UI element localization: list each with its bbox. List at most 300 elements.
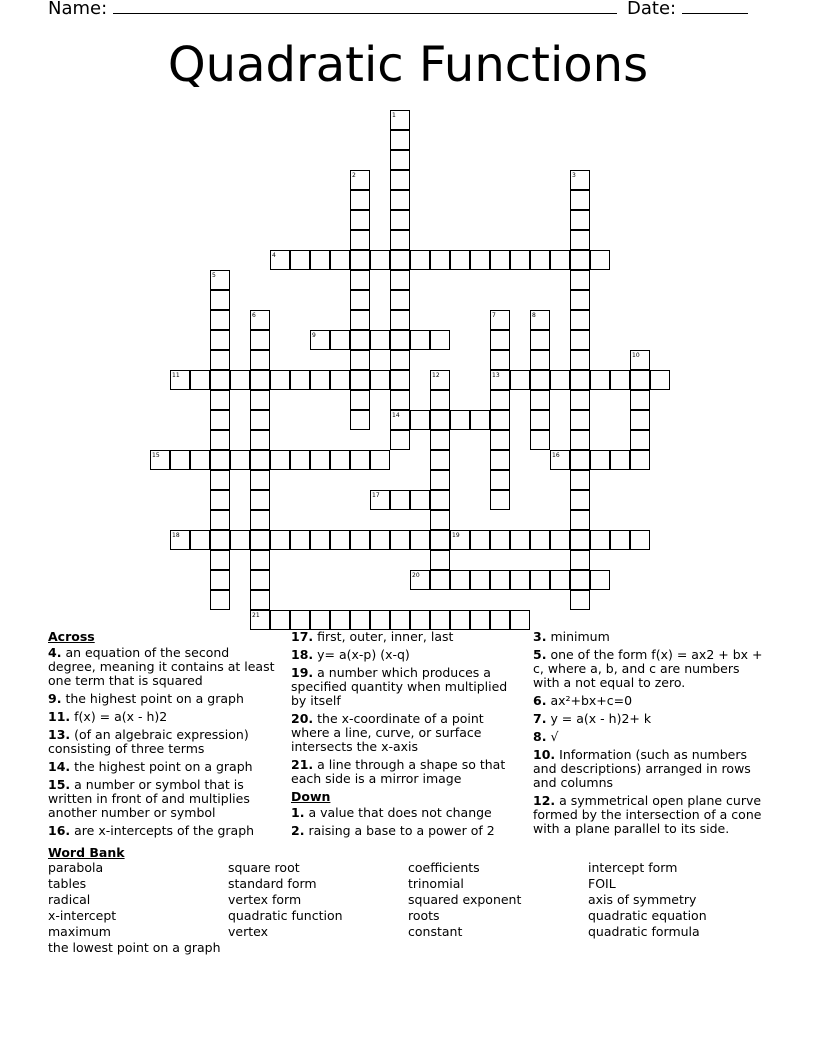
crossword-cell[interactable] (250, 610, 270, 630)
crossword-cell[interactable] (290, 610, 310, 630)
crossword-cell[interactable] (210, 330, 230, 350)
clue-text: minimum (550, 629, 610, 644)
crossword-cell[interactable] (530, 430, 550, 450)
crossword-cell[interactable] (270, 250, 290, 270)
crossword-cell[interactable] (430, 550, 450, 570)
crossword-cell[interactable] (570, 530, 590, 550)
crossword-cell[interactable] (370, 250, 390, 270)
clue-number: 14 (392, 412, 400, 419)
crossword-cell[interactable] (350, 250, 370, 270)
crossword-cell[interactable] (570, 370, 590, 390)
crossword-cell[interactable] (630, 450, 650, 470)
crossword-cell[interactable] (430, 490, 450, 510)
crossword-cell[interactable] (570, 170, 590, 190)
crossword-cell[interactable] (210, 490, 230, 510)
crossword-cell[interactable] (550, 530, 570, 550)
crossword-cell[interactable] (350, 610, 370, 630)
clue-item (533, 694, 765, 708)
clue-item (291, 806, 513, 820)
crossword-cell[interactable] (290, 370, 310, 390)
crossword-cell[interactable] (310, 610, 330, 630)
crossword-cell[interactable] (210, 590, 230, 610)
crossword-cell[interactable] (390, 410, 410, 430)
clue-number-label: 3. (533, 629, 547, 644)
crossword-cell[interactable] (570, 490, 590, 510)
clue-item (291, 648, 513, 662)
crossword-cell[interactable] (330, 450, 350, 470)
crossword-cell[interactable] (490, 610, 510, 630)
crossword-cell[interactable] (550, 370, 570, 390)
crossword-cell[interactable] (390, 150, 410, 170)
clue-item (48, 778, 276, 820)
word-bank-item: FOIL (588, 876, 616, 891)
crossword-cell[interactable] (570, 390, 590, 410)
crossword-cell[interactable] (350, 450, 370, 470)
crossword-cell[interactable] (570, 350, 590, 370)
clue-text: an equation of the second degree, meaning it contains at least one term that is squared (48, 645, 275, 688)
crossword-cell[interactable] (510, 370, 530, 390)
crossword-cell[interactable] (410, 530, 430, 550)
crossword-cell[interactable] (450, 530, 470, 550)
crossword-cell[interactable] (330, 370, 350, 390)
crossword-cell[interactable] (570, 410, 590, 430)
clue-number: 19 (452, 532, 460, 539)
across-clue-list (48, 646, 276, 838)
crossword-cell[interactable] (250, 310, 270, 330)
clue-text: a line through a shape so that each side is a mirror image (291, 757, 506, 786)
crossword-cell[interactable] (310, 370, 330, 390)
crossword-cell[interactable] (510, 570, 530, 590)
crossword-cell[interactable] (350, 530, 370, 550)
clue-item (533, 712, 765, 726)
crossword-cell[interactable] (330, 610, 350, 630)
crossword-cell[interactable] (450, 410, 470, 430)
crossword-cell[interactable] (430, 530, 450, 550)
word-bank-item: intercept form (588, 860, 678, 875)
clue-number-label: 18. (291, 647, 314, 662)
crossword-cell[interactable] (410, 330, 430, 350)
crossword-cell[interactable] (210, 350, 230, 370)
crossword-cell[interactable] (470, 410, 490, 430)
crossword-cell[interactable] (430, 450, 450, 470)
clue-number-label: 14. (48, 759, 71, 774)
crossword-cell[interactable] (490, 330, 510, 350)
crossword-cell[interactable] (230, 450, 250, 470)
crossword-cell[interactable] (250, 550, 270, 570)
crossword-cell[interactable] (570, 590, 590, 610)
crossword-cell[interactable] (570, 570, 590, 590)
clues-column-2 (291, 630, 513, 842)
clue-number: 8 (532, 312, 536, 319)
crossword-cell[interactable] (570, 230, 590, 250)
crossword-cell[interactable] (370, 530, 390, 550)
crossword-cell[interactable] (590, 570, 610, 590)
crossword-cell[interactable] (370, 450, 390, 470)
crossword-cell[interactable] (350, 330, 370, 350)
clue-item (291, 712, 513, 754)
crossword-cell[interactable] (270, 530, 290, 550)
word-bank-column-2 (228, 860, 343, 940)
crossword-cell[interactable] (530, 330, 550, 350)
clue-number-label: 9. (48, 691, 62, 706)
crossword-cell[interactable] (270, 610, 290, 630)
crossword-cell[interactable] (270, 450, 290, 470)
crossword-cell[interactable] (490, 570, 510, 590)
crossword-cell[interactable] (350, 370, 370, 390)
crossword-cell[interactable] (530, 310, 550, 330)
clue-text: y= a(x-p) (x-q) (317, 647, 410, 662)
word-bank-item: quadratic equation (588, 908, 707, 923)
crossword-cell[interactable] (350, 310, 370, 330)
crossword-cell[interactable] (570, 550, 590, 570)
crossword-cell[interactable] (290, 450, 310, 470)
crossword-cell[interactable] (390, 210, 410, 230)
clue-item (533, 730, 765, 744)
clue-text: are x-intercepts of the graph (74, 823, 255, 838)
crossword-cell[interactable] (190, 370, 210, 390)
crossword-cell[interactable] (450, 610, 470, 630)
crossword-cell[interactable] (390, 130, 410, 150)
crossword-cell[interactable] (430, 430, 450, 450)
crossword-cell[interactable] (630, 370, 650, 390)
crossword-cell[interactable] (430, 370, 450, 390)
crossword-cell[interactable] (210, 370, 230, 390)
crossword-cell[interactable] (210, 270, 230, 290)
crossword-cell[interactable] (350, 190, 370, 210)
clue-item (291, 630, 513, 644)
clue-number: 2 (352, 172, 356, 179)
crossword-cell[interactable] (570, 190, 590, 210)
clue-item (48, 760, 276, 774)
crossword-cell[interactable] (190, 450, 210, 470)
crossword-cell[interactable] (570, 450, 590, 470)
word-bank-title: Word Bank (48, 845, 125, 860)
word-bank-item: tables (48, 876, 87, 891)
clue-number: 16 (552, 452, 560, 459)
crossword-cell[interactable] (210, 390, 230, 410)
crossword-cell[interactable] (150, 450, 170, 470)
down-clue-list-continued (533, 630, 765, 836)
crossword-cell[interactable] (390, 190, 410, 210)
page-title: Quadratic Functions (167, 37, 649, 93)
crossword-cell[interactable] (530, 370, 550, 390)
clues-column-1 (48, 630, 276, 842)
crossword-cell[interactable] (210, 290, 230, 310)
crossword-cell[interactable] (530, 390, 550, 410)
clue-number-label: 17. (291, 629, 314, 644)
crossword-cell[interactable] (570, 250, 590, 270)
crossword-cell[interactable] (570, 430, 590, 450)
crossword-cell[interactable] (350, 390, 370, 410)
crossword-cell[interactable] (590, 450, 610, 470)
crossword-cell[interactable] (410, 250, 430, 270)
crossword-cell[interactable] (350, 410, 370, 430)
crossword-cell[interactable] (370, 370, 390, 390)
clue-number: 6 (252, 312, 256, 319)
crossword-cell[interactable] (210, 430, 230, 450)
crossword-cell[interactable] (210, 470, 230, 490)
crossword-cell[interactable] (630, 390, 650, 410)
clue-text: a number or symbol that is written in front of and multiplies another number or symbol (48, 777, 250, 820)
crossword-cell[interactable] (250, 450, 270, 470)
clue-item (533, 648, 765, 690)
clue-number-label: 2. (291, 823, 305, 838)
clue-item (48, 710, 276, 724)
crossword-cell[interactable] (570, 330, 590, 350)
word-bank-item: parabola (48, 860, 104, 875)
crossword-cell[interactable] (610, 530, 630, 550)
crossword-cell[interactable] (250, 570, 270, 590)
crossword-cell[interactable] (310, 450, 330, 470)
crossword-cell[interactable] (390, 290, 410, 310)
clue-number-label: 1. (291, 805, 305, 820)
clue-text: ax²+bx+c=0 (550, 693, 633, 708)
crossword-cell[interactable] (330, 330, 350, 350)
word-bank-item: squared exponent (408, 892, 522, 907)
crossword-cell[interactable] (190, 530, 210, 550)
crossword-cell[interactable] (250, 410, 270, 430)
crossword-cell[interactable] (250, 430, 270, 450)
crossword-cell[interactable] (210, 510, 230, 530)
crossword-cell[interactable] (210, 450, 230, 470)
crossword-cell[interactable] (350, 290, 370, 310)
clue-number: 15 (152, 452, 160, 459)
crossword-cell[interactable] (630, 530, 650, 550)
crossword-cell[interactable] (370, 490, 390, 510)
crossword-cell[interactable] (430, 570, 450, 590)
crossword-cell[interactable] (330, 250, 350, 270)
clue-text: the highest point on a graph (74, 759, 253, 774)
crossword-cell[interactable] (250, 590, 270, 610)
crossword-cell[interactable] (570, 270, 590, 290)
clue-item (48, 728, 276, 756)
clue-number: 21 (252, 612, 260, 619)
crossword-cell[interactable] (530, 530, 550, 550)
clue-number: 17 (372, 492, 380, 499)
clue-number-label: 19. (291, 665, 314, 680)
crossword-cell[interactable] (390, 490, 410, 510)
crossword-cell[interactable] (390, 430, 410, 450)
word-bank-item: quadratic formula (588, 924, 700, 939)
crossword-cell[interactable] (370, 610, 390, 630)
crossword-cell[interactable] (490, 470, 510, 490)
crossword-cell[interactable] (610, 450, 630, 470)
crossword-cell[interactable] (390, 230, 410, 250)
crossword-cell[interactable] (490, 450, 510, 470)
crossword-cell[interactable] (450, 250, 470, 270)
crossword-cell[interactable] (590, 370, 610, 390)
crossword-cell[interactable] (550, 450, 570, 470)
crossword-cell[interactable] (390, 610, 410, 630)
clue-number: 3 (572, 172, 576, 179)
word-bank-item: roots (408, 908, 440, 923)
crossword-cell[interactable] (510, 250, 530, 270)
crossword-cell[interactable] (490, 490, 510, 510)
crossword-cell[interactable] (410, 570, 430, 590)
crossword-cell[interactable] (310, 530, 330, 550)
crossword-cell[interactable] (350, 230, 370, 250)
crossword-cell[interactable] (630, 430, 650, 450)
crossword-cell[interactable] (530, 570, 550, 590)
clue-item (533, 748, 765, 790)
clue-text: the x-coordinate of a point where a line, curve, or surface intersects the x-axis (291, 711, 484, 754)
crossword-cell[interactable] (250, 530, 270, 550)
crossword-cell[interactable] (250, 350, 270, 370)
crossword-cell[interactable] (490, 350, 510, 370)
word-bank-item: coefficients (408, 860, 480, 875)
crossword-cell[interactable] (230, 370, 250, 390)
crossword-cell[interactable] (470, 570, 490, 590)
clue-number-label: 11. (48, 709, 71, 724)
crossword-cell[interactable] (410, 610, 430, 630)
crossword-cell[interactable] (390, 370, 410, 390)
crossword-cell[interactable] (210, 310, 230, 330)
word-bank-item: trinomial (408, 876, 464, 891)
crossword-cell[interactable] (510, 610, 530, 630)
clue-number-label: 6. (533, 693, 547, 708)
clue-text: f(x) = a(x - h)2 (74, 709, 168, 724)
crossword-cell[interactable] (530, 250, 550, 270)
crossword-cell[interactable] (410, 410, 430, 430)
clue-item (291, 758, 513, 786)
crossword-cell[interactable] (570, 210, 590, 230)
crossword-cell[interactable] (490, 430, 510, 450)
clue-number-label: 15. (48, 777, 71, 792)
crossword-cell[interactable] (290, 530, 310, 550)
crossword-cell[interactable] (230, 530, 250, 550)
crossword-cell[interactable] (350, 350, 370, 370)
crossword-cell[interactable] (170, 370, 190, 390)
word-bank-item: axis of symmetry (588, 892, 697, 907)
clue-number: 7 (492, 312, 496, 319)
crossword-cell[interactable] (430, 390, 450, 410)
crossword-cell[interactable] (250, 490, 270, 510)
clue-number-label: 12. (533, 793, 556, 808)
crossword-cell[interactable] (430, 250, 450, 270)
crossword-cell[interactable] (430, 470, 450, 490)
crossword-cell[interactable] (630, 350, 650, 370)
crossword-cell[interactable] (390, 110, 410, 130)
crossword-cell[interactable] (630, 410, 650, 430)
crossword-cell[interactable] (350, 170, 370, 190)
crossword-cell[interactable] (490, 410, 510, 430)
crossword-cell[interactable] (510, 530, 530, 550)
crossword-cell[interactable] (350, 270, 370, 290)
crossword-cell[interactable] (610, 370, 630, 390)
clue-number: 12 (432, 372, 440, 379)
clue-item (48, 646, 276, 688)
crossword-cell[interactable] (210, 410, 230, 430)
clue-item (533, 794, 765, 836)
crossword-cell[interactable] (450, 570, 470, 590)
crossword-cell[interactable] (350, 210, 370, 230)
crossword-cell[interactable] (390, 330, 410, 350)
crossword-cell[interactable] (530, 350, 550, 370)
crossword-cell[interactable] (390, 250, 410, 270)
crossword-cell[interactable] (650, 370, 670, 390)
word-bank-column-1 (48, 860, 221, 956)
crossword-cell[interactable] (490, 250, 510, 270)
crossword-cell[interactable] (530, 410, 550, 430)
crossword-cell[interactable] (390, 270, 410, 290)
crossword-cell[interactable] (370, 330, 390, 350)
crossword-cell[interactable] (390, 390, 410, 410)
crossword-cell[interactable] (570, 290, 590, 310)
crossword-cell[interactable] (410, 490, 430, 510)
crossword-cell[interactable] (430, 330, 450, 350)
crossword-cell[interactable] (490, 390, 510, 410)
crossword-cell[interactable] (290, 250, 310, 270)
crossword-cell[interactable] (170, 450, 190, 470)
crossword-cell[interactable] (250, 370, 270, 390)
word-bank-item: radical (48, 892, 91, 907)
clue-number-label: 7. (533, 711, 547, 726)
clue-number-label: 21. (291, 757, 314, 772)
crossword-cell[interactable] (550, 250, 570, 270)
crossword-cell[interactable] (590, 530, 610, 550)
crossword-cell[interactable] (310, 330, 330, 350)
crossword-cell[interactable] (590, 250, 610, 270)
word-bank-item: square root (228, 860, 300, 875)
date-label: Date: (627, 0, 677, 19)
crossword-cell[interactable] (210, 530, 230, 550)
crossword-cell[interactable] (430, 610, 450, 630)
crossword-cell[interactable] (390, 350, 410, 370)
crossword-cell[interactable] (470, 610, 490, 630)
clue-number: 9 (312, 332, 316, 339)
word-bank-item: maximum (48, 924, 111, 939)
clue-text: a symmetrical open plane curve formed by the intersection of a cone with a plane parallel to its side. (533, 793, 762, 836)
clue-number: 18 (172, 532, 180, 539)
word-bank-item: constant (408, 924, 463, 939)
crossword-cell[interactable] (490, 310, 510, 330)
clue-text: (of an algebraic expression) consisting of three terms (48, 727, 249, 756)
crossword-cell[interactable] (310, 250, 330, 270)
word-bank-item: vertex form (228, 892, 302, 907)
crossword-cell[interactable] (570, 510, 590, 530)
crossword-cell[interactable] (170, 530, 190, 550)
clue-item (291, 666, 513, 708)
crossword-cell[interactable] (430, 510, 450, 530)
crossword-cell[interactable] (490, 530, 510, 550)
crossword-cell[interactable] (250, 470, 270, 490)
word-bank-item: x-intercept (48, 908, 117, 923)
crossword-cell[interactable] (470, 250, 490, 270)
crossword-cell[interactable] (250, 330, 270, 350)
clue-number-label: 13. (48, 727, 71, 742)
word-bank-item: quadratic function (228, 908, 343, 923)
crossword-cell[interactable] (210, 550, 230, 570)
crossword-cell[interactable] (270, 370, 290, 390)
clue-number: 5 (212, 272, 216, 279)
crossword-cell[interactable] (390, 310, 410, 330)
crossword-cell[interactable] (490, 370, 510, 390)
crossword-cell[interactable] (470, 530, 490, 550)
crossword-cell[interactable] (570, 470, 590, 490)
crossword-cell[interactable] (250, 390, 270, 410)
crossword-cell[interactable] (430, 410, 450, 430)
down-clue-list (291, 806, 513, 838)
clue-item (48, 692, 276, 706)
across-clue-list-continued (291, 630, 513, 786)
crossword-cell[interactable] (210, 570, 230, 590)
crossword-cell[interactable] (550, 570, 570, 590)
crossword-cell[interactable] (250, 510, 270, 530)
crossword-cell[interactable] (390, 530, 410, 550)
crossword-cell[interactable] (390, 170, 410, 190)
crossword-cell[interactable] (330, 530, 350, 550)
crossword-cell[interactable] (570, 310, 590, 330)
